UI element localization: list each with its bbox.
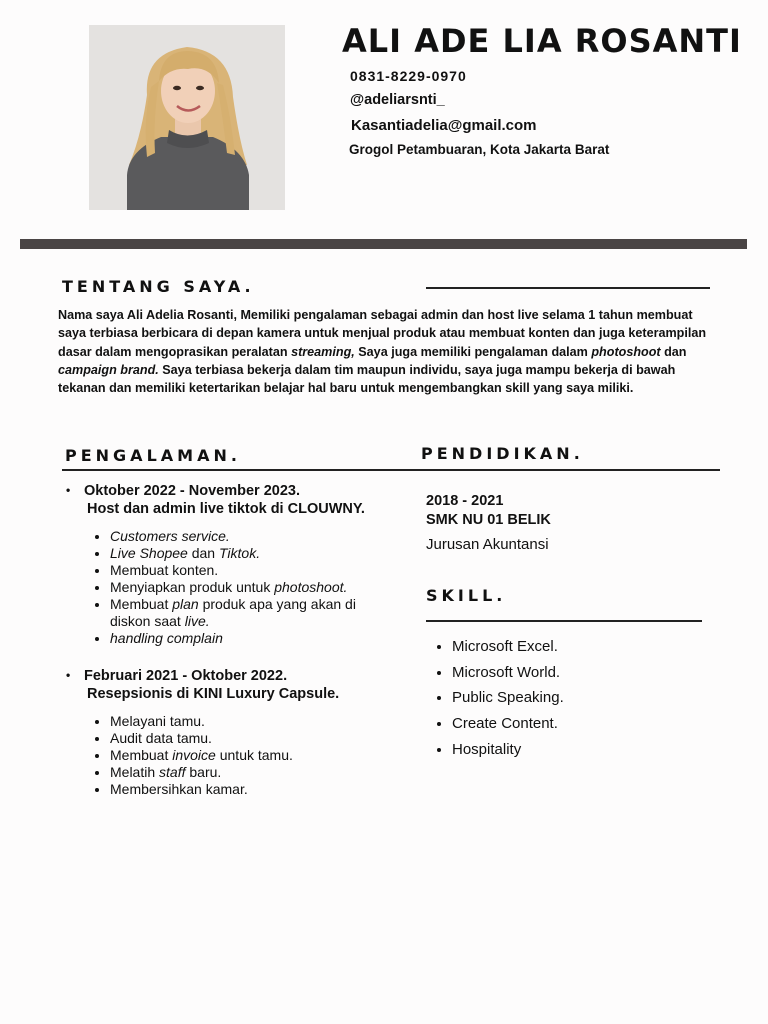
skills-title: SKILL. bbox=[426, 586, 507, 605]
bullet-icon: • bbox=[66, 668, 71, 682]
email-address: Kasantiadelia@gmail.com bbox=[351, 117, 537, 134]
task-list bbox=[66, 713, 339, 798]
task-item: • Live Shopee dan Tiktok. bbox=[110, 545, 372, 562]
full-name: ALI ADE LIA ROSANTI bbox=[342, 22, 742, 60]
job-period: Oktober 2022 - November 2023. bbox=[84, 483, 300, 499]
task-list bbox=[66, 528, 372, 647]
skill-item: • Public Speaking. bbox=[452, 685, 564, 711]
task-item: • Membuat invoice untuk tamu. bbox=[110, 747, 339, 764]
about-paragraph: Nama saya Ali Adelia Rosanti, Memiliki pengalaman sebagai admin dan host live selama 1 tahun membuat saya terbiasa berbicara di depan kamera untuk menjual produk atau membuat konten dan juga keterampilan dasar dalam mengoprasikan peralatan streaming, Saya juga memiliki pengalaman dalam photoshoot dan campaign brand. Saya terbiasa bekerja dalam tim maupun individu, saya juga mampu bekerja di bawah tekanan dan memiliki ketertarikan belajar hal baru untuk mengembangkan skill yang saya miliki. bbox=[58, 308, 707, 396]
education-title: PENDIDIKAN. bbox=[421, 444, 584, 463]
job-period: Februari 2021 - Oktober 2022. bbox=[84, 668, 288, 684]
task-item: • handling complain bbox=[110, 630, 372, 647]
education-school: SMK NU 01 BELIK bbox=[426, 512, 551, 528]
task-item: • Customers service. bbox=[110, 528, 372, 545]
education-major: Jurusan Akuntansi bbox=[426, 536, 549, 553]
skill-item: • Microsoft Excel. bbox=[452, 634, 564, 660]
experience-title: PENGALAMAN. bbox=[65, 446, 241, 465]
task-item: • Membuat konten. bbox=[110, 562, 372, 579]
task-item: • Menyiapkan produk untuk photoshoot. bbox=[110, 579, 372, 596]
task-item: • Membuat plan produk apa yang akan di diskon saat live. bbox=[110, 596, 372, 630]
task-item: • Melatih staff baru. bbox=[110, 764, 339, 781]
job-role: Resepsionis di KINI Luxury Capsule. bbox=[87, 686, 340, 702]
home-address: Grogol Petambuaran, Kota Jakarta Barat bbox=[349, 142, 610, 157]
skill-item: • Hospitality bbox=[452, 737, 564, 763]
job-role: Host dan admin live tiktok di CLOUWNY. bbox=[87, 501, 365, 517]
instagram-handle: @adeliarsnti_ bbox=[350, 92, 445, 108]
education-years: 2018 - 2021 bbox=[426, 493, 504, 509]
skills-title-rule bbox=[426, 620, 702, 622]
job-entry-kini bbox=[66, 666, 339, 798]
job-entry-clouwny bbox=[66, 481, 372, 647]
skill-item: • Create Content. bbox=[452, 711, 564, 737]
header-divider bbox=[20, 239, 747, 249]
about-title-rule bbox=[426, 287, 710, 289]
profile-photo bbox=[89, 25, 285, 210]
about-title: TENTANG SAYA. bbox=[62, 277, 255, 296]
task-item: • Melayani tamu. bbox=[110, 713, 339, 730]
task-item: • Membersihkan kamar. bbox=[110, 781, 339, 798]
experience-education-rule bbox=[62, 469, 720, 471]
bullet-icon: • bbox=[66, 483, 71, 497]
task-item: • Audit data tamu. bbox=[110, 730, 339, 747]
skills-list bbox=[434, 634, 564, 763]
skill-item: • Microsoft World. bbox=[452, 660, 564, 686]
phone-number: 0831-8229-0970 bbox=[350, 68, 467, 84]
